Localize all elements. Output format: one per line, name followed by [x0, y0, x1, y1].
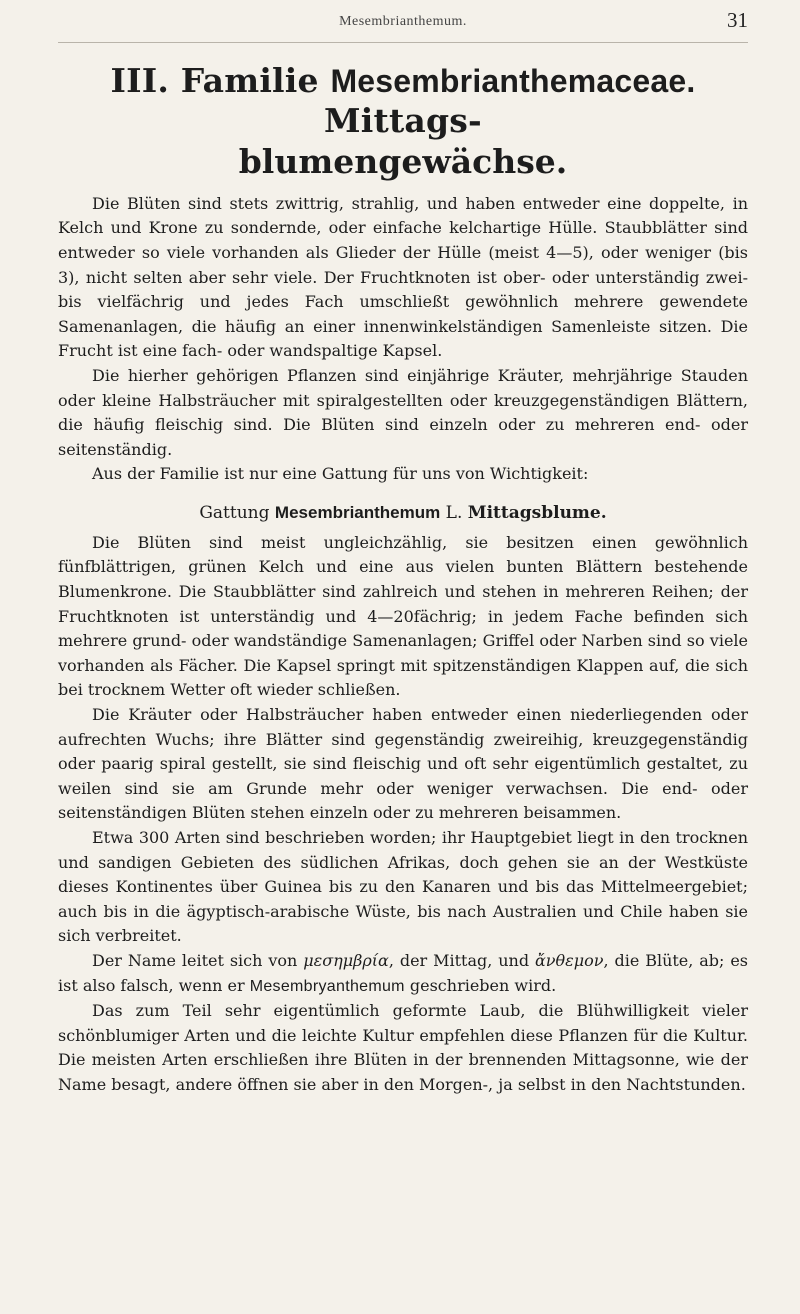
family-paragraph-2: Die hierher gehörigen Pflanzen sind einjährige Kräuter, mehrjährige Stauden oder kleine Halbsträucher mit spiralgestellten oder kreuzgegenständigen Blättern, die häufig fleischig sind. Die Blüten sind einzeln oder zu mehreren end- oder seitenständig.	[58, 365, 748, 459]
greek-word-flower: ἄνθεμον	[534, 950, 604, 970]
genus-prefix: Gattung	[199, 502, 270, 523]
family-word: Familie	[180, 61, 319, 100]
family-german-name-part1: Mittags-	[324, 101, 482, 141]
family-paragraph-3: Aus der Familie ist nur eine Gattung für uns von Wichtigkeit:	[92, 464, 589, 484]
family-heading-line1	[58, 61, 748, 142]
etymology-paragraph	[58, 949, 748, 999]
genus-paragraph-1: Die Blüten sind meist ungleichzählig, sie besitzen einen gewöhnlich fünfblättrigen, grünen Kelch und eine aus vielen bunten Blättern bestehende Blumenkrone. Die Staubblätter sind zahlreich und stehen in mehreren Reihen; der Fruchtknoten ist unterständig und 4—20fächrig; in jedem Fache befinden sich mehrere grund- oder wandständige Samenanlagen; Griffel oder Narben sind so viele vorhanden als Fächer. Die Kapsel springt mit spitzenständigen Klappen auf, die sich bei trocknem Wetter oft wieder schließen.	[58, 532, 748, 700]
greek-word-midday: μεσημβρία	[303, 950, 389, 970]
running-title: Mesembrianthemum.	[339, 14, 467, 29]
family-paragraph-1: Die Blüten sind stets zwittrig, strahlig, und haben entweder eine doppelte, in Kelch und Krone zu sondernde, oder einfache kelchartige Hülle. Staubblätter sind entweder so viele vorhanden als Glieder der Hülle (meist 4—5), oder weniger (bis 3), nicht selten aber sehr viele. Der Fruchtknoten ist ober- oder unterständig zwei- bis vielfächrig und jedes Fach umschließt gewöhnlich mehrere gewendete Samenanlagen, die häufig an einer innenwinkelständigen Samenleiste sitzen. Die Frucht ist eine fach- oder wandspaltige Kapsel.	[58, 193, 748, 361]
family-latin-name: Mesembrianthemaceae.	[330, 63, 696, 99]
misspelled-name: Mesembryanthemum	[249, 977, 405, 995]
running-header	[58, 0, 748, 43]
genus-heading	[58, 501, 748, 525]
family-german-name-part2: blumengewächse.	[238, 141, 568, 181]
page-number: 31	[727, 8, 748, 32]
etymology-text-2: , der Mittag, und	[388, 950, 535, 970]
etymology-text-3: , die Blüte, ab; es ist also falsch, wenn er	[58, 950, 749, 995]
etymology-text-1: Der Name leitet sich von	[92, 950, 304, 970]
genus-latin-name: Mesembrianthemum	[274, 502, 441, 522]
family-numeral: III.	[110, 61, 170, 100]
closing-paragraph: Das zum Teil sehr eigentümlich geformte Laub, die Blühwilligkeit vieler schönblumiger Arten und die leichte Kultur empfehlen diese Pflanzen für die Kultur. Die meisten Arten erschließen ihre Blüten in der brennenden Mittagsonne, wie der Name besagt, andere öffnen sie aber in den Morgen-, ja selbst in den Nachtstunden.	[58, 1001, 748, 1094]
genus-paragraph-2: Die Kräuter oder Halbsträucher haben entweder einen niederliegenden oder aufrechten Wuchs; ihre Blätter sind gegenständig zweireihig, kreuzgegenständig oder paarig spiral gestellt, sie sind fleischig und oft sehr eigentümlich gestaltet, zu weilen sind sie am Grunde mehr oder weniger verwachsen. Die end- oder seitenständigen Blüten stehen einzeln oder zu mehreren beisammen.	[58, 705, 748, 823]
genus-paragraph-3: Etwa 300 Arten sind beschrieben worden; ihr Hauptgebiet liegt in den trocknen und sandigen Gebieten des südlichen Afrikas, doch gehen sie an der Westküste dieses Kontinentes über Guinea bis zu den Kanaren und bis das Mittelmeergebiet; auch bis in die ägyptisch-arabische Wüste, bis nach Australien und Chile haben sie sich verbreitet.	[58, 828, 748, 946]
genus-author: L.	[445, 502, 463, 523]
page-body	[58, 192, 748, 1098]
genus-german-name: Mittagsblume.	[467, 502, 607, 523]
family-heading	[58, 61, 748, 182]
etymology-text-4: geschrieben wird.	[404, 975, 557, 995]
